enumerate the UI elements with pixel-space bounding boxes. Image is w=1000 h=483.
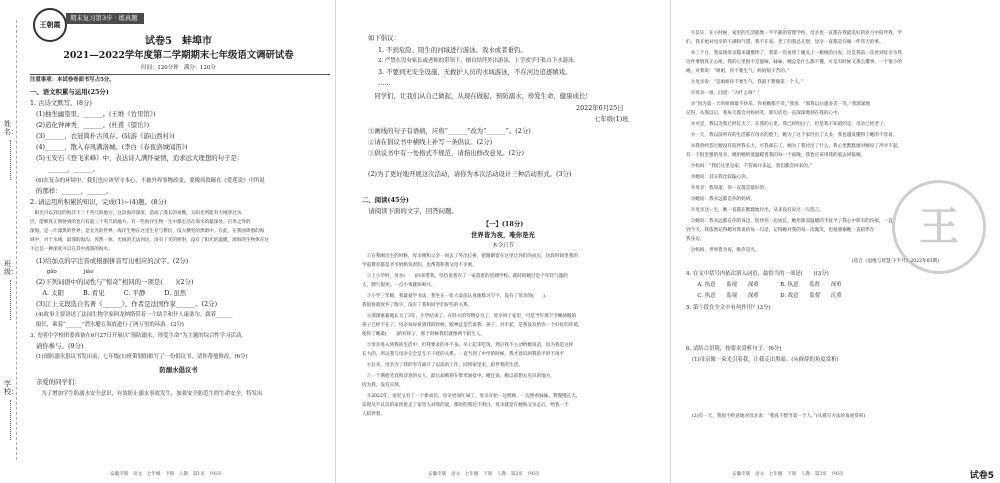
page-line: ⑨其实，在小时候，家里的生活就像一半平静的管理学校，母亲也一直都在我最美好的岁月中陪伴我，学 bbox=[686, 31, 902, 36]
page-line: 她，对我说：“姐姐，你不要生气，妈妈很辛苦的。” bbox=[686, 69, 790, 74]
page-line: (6)在复杂的环境中，我们也应该坚守本心，不被外界事物改变，要像周敦颐在《爱莲说》中所说 bbox=[36, 178, 265, 184]
page-line: ⑯我曾经怨过她没有陪伴我长大，可我却忘了，她为了我付出了什么，我心里默默地对她说了声对不起， bbox=[686, 144, 902, 149]
page-line: (4)______，散入春风满洛城。(李白《春夜洛城闻笛》) bbox=[36, 143, 188, 151]
watermark-stamp: 王 bbox=[892, 180, 986, 274]
page-line: 如下倡议： bbox=[368, 34, 400, 42]
paper-number: 试卷5 蚌埠市 bbox=[145, 36, 212, 47]
section-heading: 二、阅读(45分) bbox=[362, 196, 409, 204]
page-line: 记得，从那以后，我每天都会对妈妈笑，那句话也一直深深地刻在我的心中。 bbox=[686, 111, 843, 116]
page-line: 为了增加学生防溺水安全意识，有效防止溺水事故发生，加强安全防范生的生命安全，特发出 bbox=[36, 391, 263, 397]
page-line: ①在我刚出生的时候，母亲便和父亲一同去了外出打拼，把眼睛留在这里让你们的成长，这段时间里我的 bbox=[362, 254, 578, 259]
page-line: 2. 请运用所积累的知识，完成(1)~(4)题。(8分) bbox=[30, 198, 167, 206]
page-line: A. 太阳 B. 看见 C. 平静 D. 虽然 bbox=[36, 289, 187, 297]
page-line: 到今天，我依然记得她对我说的每一句话，记得她对我的每一次微笑，也很感谢她一直陪伴在 bbox=[686, 228, 875, 233]
page-line: (3)江上支段选自名著《______》，作者是法国作家______。(2分) bbox=[36, 300, 218, 308]
class-label: 班级： bbox=[4, 260, 18, 276]
page-line: 阳光可以到达的海洋下三十英尺的地方，这段海洋深度，造成了漫长的夜晚。太阳光所能有力地穿过水 bbox=[30, 211, 242, 216]
page-line: (4)故事主要讲述了法国生物学家阿龙纳斯带着一个助手和仆人康塞尔，跟着______ bbox=[36, 312, 233, 318]
page-line: …… bbox=[378, 79, 391, 87]
page-line: ⑧2022年，家里又有了一个新成员，母亲更加忙碌了。母亲开始一边照顾，一边照看妹妹。我慢慢长大， bbox=[362, 394, 581, 399]
school-label: 学校： bbox=[4, 380, 18, 396]
page-line: 长大的，所以我与母亲完全是互不干扰的关系。一直当到了中学的时候，我才意识到我的平时不再平 bbox=[362, 352, 565, 357]
page-line: 人陪伴着。 bbox=[362, 412, 385, 417]
cut-line bbox=[16, 20, 17, 460]
page-line: ______，______。 bbox=[48, 165, 100, 173]
page-line: ①画线的句子有语病，应将“______”改为“______”。(2分) bbox=[368, 127, 531, 135]
page-line: ⑤母亲进入到我的生活中，但我要求的并不多。早上起来吃饭，然后我不主动给她说话，因为我是这样 bbox=[362, 343, 574, 348]
page-line: 1. 古诗文默写。(8分) bbox=[30, 99, 92, 107]
page-footer: 安徽专版 语文 七年级 下册 人教 第1页 共6页 bbox=[110, 472, 222, 477]
page-footer: 安徽专版 语文 七年级 下册 人教 第3页 共6页 bbox=[732, 472, 844, 477]
page-line: ⑲母亲：我知道，你一直都是最好的。 bbox=[686, 186, 769, 191]
passage-number: 【一】(18分) bbox=[482, 220, 524, 228]
page-line: ⑦一个满脸笑容和诗意的女人，最后却被锁在柴米油盐中。她还说，她以前想去见识的地方， bbox=[362, 374, 555, 379]
paper-title: 2021—2022学年度第二学期期末七年级语文调研试卷 bbox=[63, 50, 294, 61]
page-line: ⑥后来，母亲为了我的学习离开了以前的工作，回到家里来，陪伴我的生活。 bbox=[362, 363, 523, 368]
page-line: 有一个很坚强的母亲，她用她的爱温暖着我的每一个夜晚，我也应该用我的爱去回报她。 bbox=[686, 153, 866, 158]
page-line: 2. 严禁在没有家长或老师的带领下，擅自结伴外出游泳，上学放学不私自下水游泳。 bbox=[378, 58, 579, 64]
page-2 bbox=[338, 0, 668, 483]
passage-title: 世界皆为夜，唯你是光 bbox=[471, 231, 535, 239]
page-line: (1)预防溺水倡议书发出前，七年级(1)班策划组拟写了一份倡议书，请你帮他修改。(6分) bbox=[36, 354, 248, 360]
page-line: 发现从不认识的家伙抢走了家里人对我的爱。那时的我还不明白，母亲就是在她和父亲走后，给我一个 bbox=[362, 403, 569, 408]
page-line: 船长，乘着“______”潜水艇在海底进行了两万里的环游。(2分) bbox=[36, 322, 184, 328]
page-line: 1. 不到危险、陌生的河域进行游泳、戏水或者垂钓。 bbox=[378, 46, 527, 54]
page-line: (3)______，衣冠简朴古风存。(陆游《游山西村》) bbox=[36, 132, 175, 140]
school-line bbox=[10, 400, 11, 440]
page-line: 孩子已经不在了。母亲每每看到我的时候，眼神总是告诉我：孩子，对不起，是我没有给你一个好好的环境， bbox=[362, 323, 583, 328]
question-6: 6. 请结合语境，按要求赏析句子。(6分) bbox=[686, 346, 782, 352]
step-banner: 期末复习第3步 · 练真题 bbox=[66, 13, 144, 24]
page-line: 我身边。 bbox=[686, 237, 705, 242]
name-line bbox=[10, 140, 11, 180]
page-line: ②上小学时，母亲( )回来带我。坚持说我有了一家落着的管理学校。就时的她过是个年轻气盛的 bbox=[362, 274, 568, 279]
question-6-1: (1)母亲像一束光引着我，让我走出黑暗。(从修辞的角度赏析) bbox=[692, 357, 839, 363]
binding-sidebar bbox=[0, 0, 22, 483]
question-5: 5. 第⑤段在全文中有何作用？(3分) bbox=[686, 305, 771, 311]
page-line: ⑭可是，我以为我已经长大了，在我的心里，我已经明白了，但是我不知道的是，母亲已经老了。 bbox=[686, 122, 889, 127]
page-line: ㉑母亲这一生，她一直都在默默地付出，从来没有说过一句怨言。 bbox=[686, 208, 824, 213]
page-line: ㉒她说：我永远都在你的身边，陪伴你一起成长，她用那双温暖的手抚平了我心中所有的伤痕，一直 bbox=[686, 219, 893, 224]
page-line: ⑰妈妈：“我们这里是家，不管离开多远，我们都会回来的。” bbox=[686, 164, 813, 169]
page-line: ⑪母亲说：“是姐姐你不要生气，我最不想做第一个人。” bbox=[686, 80, 804, 85]
proposal-title: 防溺水倡议书 bbox=[159, 366, 198, 374]
page-line: 因为我，没有实现。 bbox=[362, 383, 404, 388]
page-line: 3. 光明中学校团委准备在6月27日开展以“预防溺水，珍爱生命”为主题的综合性学习活动， bbox=[30, 333, 247, 339]
page-line: 这件事情真正心疼，我的心里很不是滋味。妹妹，她总是什么都不懂，可是有时候又那么懂事，一个很小的 bbox=[686, 60, 902, 65]
header-rule bbox=[30, 74, 330, 75]
page-line: (5)王安石《登飞来峰》中，表达诗人满怀豪情，追求远大理想的句子是： bbox=[36, 154, 244, 162]
brand-logo: 王朝霞 bbox=[33, 8, 67, 42]
page-line: 域中，对于水域，最深的海沟，浑然一体，光线的无法到达，没有了光的照射，没有了阳光的温暖，深海的生物体在这 bbox=[30, 238, 269, 243]
passage-source: (选自《思维与智慧·下半月》2022年03期) bbox=[852, 259, 939, 264]
page-line: ⑮一天，我以前所有的生活都在母亲的脸上，她为了这个家付出了太多，我也越发懂得了她的不容易。 bbox=[686, 133, 898, 138]
page-line: ③倡议书中有一处格式不规范，请指出修改意见。(2分) bbox=[368, 149, 525, 157]
page-line: ⑬“因为第一天的姐姐最不快乐，你看她都不笑。”我说：“那我以后就多笑一笑。”我深深地 bbox=[686, 102, 870, 107]
page-line: ㉓妈妈，世界皆为夜，唯你是光。 bbox=[686, 248, 760, 253]
question-6-2: (2)有一天，我很不经意地对母亲说：“我真不想当第一个人。”(从描写方法的角度赏析) bbox=[692, 414, 866, 419]
page-line: 请阅读下面的文字，回答问题。 bbox=[362, 207, 458, 215]
page-line: (2)下列词语中的词性与“惊奇”相同的一项是( )(2分) bbox=[36, 278, 194, 286]
page-3 bbox=[672, 0, 1000, 483]
page-line: 深海，是一片漆黑的世界，是无光的世界，海洋生物在这里生存与繁衍，没入横竖的黑暗中。在此，在我国周围的海 bbox=[30, 229, 265, 234]
page-line: 3. 不要到无安全设施、无救护人员的水域游泳，不在河边追逐嬉戏。 bbox=[378, 68, 572, 76]
page-line: ⑩三个月，我发现母亲越来越憔悴了，我第一次看到了她头上一根根的白发，这是我第一次看到母亲为我 bbox=[686, 51, 902, 56]
page-line: ③小学三年级，我最爱学书法，我坐在一张大桌前认真地练习写字，没有了母亲的( )， bbox=[362, 294, 550, 299]
page-line: (2)为了更好地开展这次活动，请你为本次活动设计三种活动形式。(3分) bbox=[368, 170, 572, 178]
paper-note: 注意事项：本试卷卷面书写占5分。 bbox=[30, 77, 115, 83]
page-line: 层，能够真正照射到的也只有前三十英尺的地方。有一些海洋生物一生中都生活在海水的最深处。百米之外的 bbox=[30, 220, 251, 225]
page-line: (2)造化钟神秀，______。(杜甫《望岳》) bbox=[36, 121, 150, 129]
page-1 bbox=[0, 0, 333, 483]
question-4-options-cd: C. 执意 监视 深重 D. 故意 监督 沉重 bbox=[692, 293, 842, 299]
page-line: ⑫母亲一扭，问道：“为什么呀？” bbox=[686, 91, 760, 96]
page-line: gǎo jiǎo bbox=[36, 269, 94, 275]
page-line: 请你参与。(9分) bbox=[36, 342, 84, 350]
page-line: 使你了她最( )的好样子，那个时候我们就像两个陌生人。 bbox=[362, 332, 486, 337]
page-divider bbox=[670, 0, 671, 483]
page-divider bbox=[335, 0, 336, 483]
page-line: ⑳她说：我永远都是你的妈妈。 bbox=[686, 197, 755, 202]
page-line: 我很快就放弃了练字，没有了我和同学们好些的关系。 bbox=[362, 303, 473, 308]
proposal-date: 2022年6月25日 bbox=[576, 104, 624, 112]
page-line: 的那样：______，______。 bbox=[36, 187, 113, 195]
page-line: 亲爱的同学们： bbox=[36, 378, 81, 386]
page-line: 学前教育都是爷爷奶奶负责的，也帮我和我父母不亲密。 bbox=[362, 263, 477, 268]
page-line: ④深深嘉嘉地长大了3年，小学结束了。在卧大的外甥女为了，母亲回了家里，可是当年那个令她骄傲的 bbox=[362, 314, 577, 319]
question-4-options-ab: A. 执意 监视 深重 B. 执意 监督 深重 bbox=[692, 282, 842, 288]
class-line bbox=[10, 280, 11, 320]
page-line: 一、语文积累与运用(25分) bbox=[30, 88, 109, 96]
page-line: (1)给加点的字注音或根据拼音写出相应的汉字。(2分) bbox=[36, 257, 189, 265]
page-line: ⑱她说：其实我比较偏心你。 bbox=[686, 175, 751, 180]
question-4: 4. 在文中括号内依次填入词语，最恰当的一项是( )(3分) bbox=[686, 271, 829, 277]
page-line: 不过是一种深度可以在其中漫游的海水。 bbox=[30, 247, 113, 252]
page-line: 们，我开始对母亲的不满和气馁，我不在家，老了的我总在想，母亲一直都是在做一件伟大的事。 bbox=[686, 40, 884, 45]
proposal-signature: 七年级(1)班 bbox=[594, 115, 629, 123]
page-line: 同学们，让我们从自己做起，从现在做起，预防溺水，珍爱生命，健康成长！ bbox=[368, 92, 592, 100]
page-line: ②请在倡议书中横线上补写一条倡议。(2分) bbox=[368, 138, 493, 146]
passage-author: 木令只节 bbox=[492, 243, 514, 249]
page-line: (1)独坐幽篁里，______。(王维《竹里馆》) bbox=[36, 110, 156, 118]
name-label: 姓名： bbox=[4, 120, 18, 136]
paper-meta: 时间：120分钟 满分：120分 bbox=[141, 65, 216, 71]
page-footer: 安徽专版 语文 七年级 下册 人教 第2页 共6页 bbox=[428, 472, 540, 477]
paper-tag: 试卷5 bbox=[969, 471, 994, 481]
page-line: 人，脾气很坏，一点小事就叫呵斥。 bbox=[362, 283, 436, 288]
